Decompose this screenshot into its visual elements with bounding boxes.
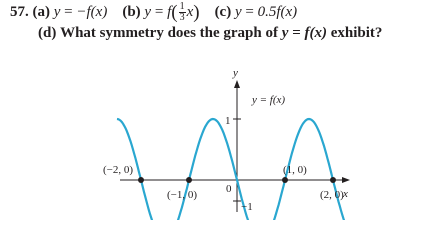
x-axis-arrow-icon	[342, 177, 350, 183]
point-neg2	[138, 177, 144, 183]
part-b-lhs: y	[144, 4, 152, 20]
problem-parts-line: 57. (a) y = −f(x) (b) y = f( $\frac{1}{3}$ x) (c) y = 0.5f(x)	[10, 1, 298, 24]
question-equation: y = f(x)	[281, 25, 327, 42]
y-tick-label-pos: 1	[225, 115, 231, 127]
part-b-fn: f	[167, 4, 172, 20]
part-a-lhs: y	[53, 4, 61, 20]
x-axis-label: x	[343, 188, 348, 200]
point-label-neg1: (−1, 0)	[167, 189, 198, 201]
point-1	[282, 177, 288, 183]
problem-number: 57.	[10, 4, 29, 20]
part-a-rhs: −f(x)	[76, 4, 108, 20]
part-a-label: (a)	[32, 4, 50, 20]
part-c-lhs: y	[234, 4, 242, 20]
part-b-label: (b)	[122, 4, 141, 20]
y-tick-label-neg: −1	[241, 201, 253, 213]
point-label-neg2: (−2, 0)	[103, 164, 134, 176]
origin-label: 0	[226, 183, 232, 195]
part-b-frac-den: 3	[179, 12, 185, 24]
function-curve	[117, 119, 362, 220]
y-axis-label: y	[233, 67, 238, 79]
question-text-pre: What symmetry does the graph of	[60, 25, 282, 42]
point-label-2: (2, 0)	[320, 189, 344, 201]
point-2	[330, 177, 336, 183]
part-c-label: (c)	[214, 4, 232, 20]
point-neg1	[186, 177, 192, 183]
part-d-label: (d)	[38, 25, 57, 42]
point-label-1: (1, 0)	[283, 164, 307, 176]
question-text-post: exhibit?	[326, 25, 383, 42]
y-axis-arrow-icon	[234, 80, 240, 88]
part-b-frac-num: 1	[179, 1, 185, 13]
part-b-var: x	[186, 4, 194, 20]
curve-label: y = f(x)	[252, 94, 286, 106]
part-c-rhs: 0.5f(x)	[257, 4, 298, 20]
